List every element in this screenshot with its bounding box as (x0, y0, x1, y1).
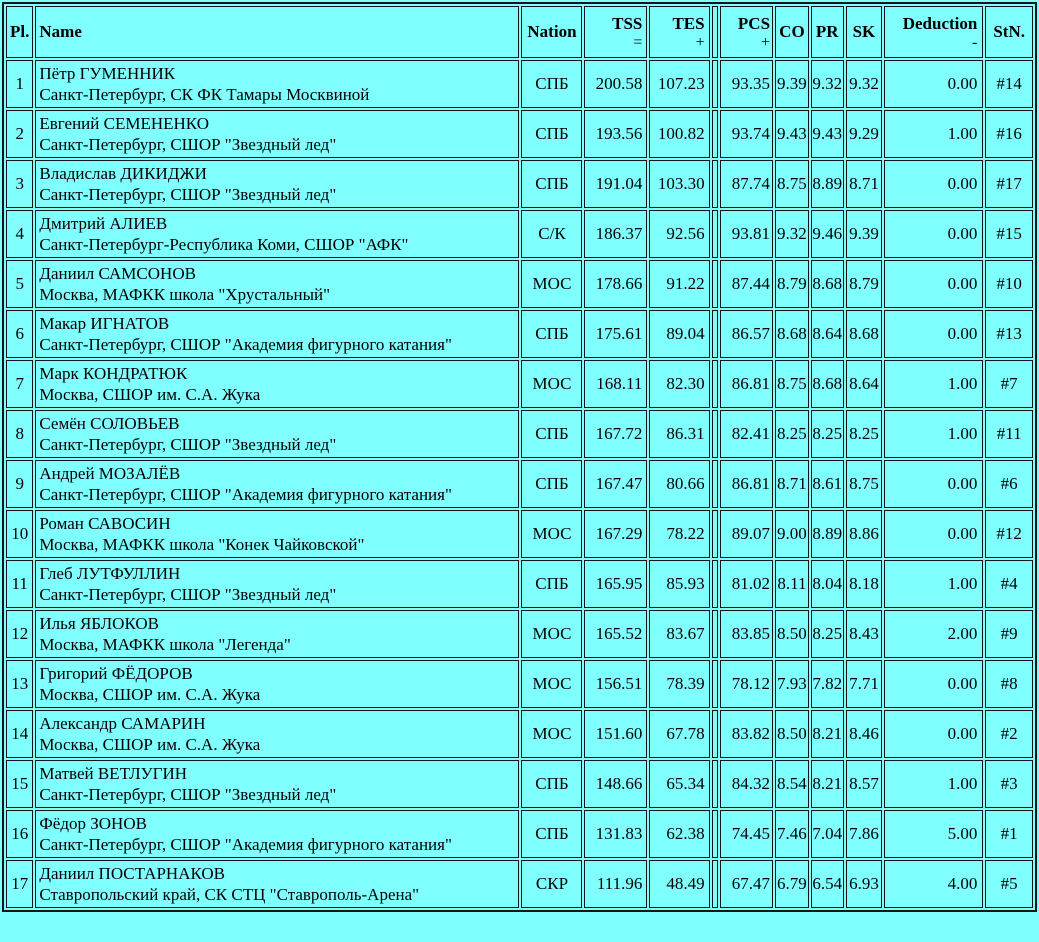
spacer-cell (712, 510, 719, 558)
start-number-cell: #7 (985, 360, 1033, 408)
spacer-cell (712, 460, 719, 508)
co-cell: 8.68 (775, 310, 809, 358)
deduction-cell: 0.00 (884, 710, 983, 758)
pr-cell: 8.89 (811, 510, 844, 558)
sk-cell: 6.93 (846, 860, 883, 908)
pcs-cell: 82.41 (720, 410, 773, 458)
place-cell: 3 (6, 160, 33, 208)
skater-name: Фёдор ЗОНОВ (39, 814, 147, 833)
col-header-pcs-label: PCS (737, 13, 771, 33)
pr-cell: 8.61 (811, 460, 844, 508)
skater-name: Матвей ВЕТЛУГИН (39, 764, 188, 783)
table-row (6, 310, 1033, 358)
co-cell: 6.79 (775, 860, 809, 908)
tss-cell: 175.61 (584, 310, 647, 358)
skater-club: Санкт-Петербург, СШОР "Звездный лед" (39, 185, 337, 204)
name-cell (35, 410, 519, 458)
sk-cell: 8.75 (846, 460, 883, 508)
pcs-cell: 87.44 (720, 260, 773, 308)
pcs-cell: 87.74 (720, 160, 773, 208)
table-row (6, 260, 1033, 308)
table-row (6, 810, 1033, 858)
skater-club: Москва, МАФКК школа "Легенда" (39, 635, 291, 654)
sk-cell: 9.39 (846, 210, 883, 258)
start-number-cell: #13 (985, 310, 1033, 358)
col-header-tes-symbol: + (695, 33, 705, 51)
nation-cell: СПБ (521, 60, 582, 108)
start-number-cell: #5 (985, 860, 1033, 908)
col-header-tes (649, 6, 709, 58)
co-cell: 9.39 (775, 60, 809, 108)
co-cell: 9.43 (775, 110, 809, 158)
col-header-tss-symbol: = (633, 33, 643, 51)
table-row (6, 510, 1033, 558)
skater-club: Москва, МАФКК школа "Хрустальный" (39, 285, 331, 304)
skater-name: Александр САМАРИН (39, 714, 206, 733)
tes-cell: 78.22 (649, 510, 709, 558)
tes-cell: 85.93 (649, 560, 709, 608)
name-cell (35, 710, 519, 758)
spacer-cell (712, 860, 719, 908)
sk-cell: 8.57 (846, 760, 883, 808)
col-header-name-label: Name (39, 22, 82, 41)
nation-cell: МОС (521, 260, 582, 308)
table-row (6, 210, 1033, 258)
skater-name: Семён СОЛОВЬЕВ (39, 414, 180, 433)
start-number-cell: #14 (985, 60, 1033, 108)
tes-cell: 78.39 (649, 660, 709, 708)
pr-cell: 8.04 (811, 560, 844, 608)
deduction-cell: 0.00 (884, 460, 983, 508)
spacer-cell (712, 660, 719, 708)
place-cell: 13 (6, 660, 33, 708)
spacer-cell (712, 210, 719, 258)
nation-cell: СПБ (521, 310, 582, 358)
col-header-tss (584, 6, 647, 58)
skater-club: Санкт-Петербург-Республика Коми, СШОР "АФК" (39, 235, 409, 254)
skater-name: Глеб ЛУТФУЛЛИН (39, 564, 181, 583)
nation-cell: МОС (521, 710, 582, 758)
spacer-cell (712, 760, 719, 808)
name-cell (35, 310, 519, 358)
skater-club: Санкт-Петербург, СШОР "Академия фигурного катания" (39, 485, 452, 504)
spacer-cell (712, 410, 719, 458)
tes-cell: 100.82 (649, 110, 709, 158)
tss-cell: 148.66 (584, 760, 647, 808)
skater-club: Санкт-Петербург, СШОР "Академия фигурного катания" (39, 335, 452, 354)
co-cell: 8.71 (775, 460, 809, 508)
name-cell (35, 360, 519, 408)
table-row (6, 610, 1033, 658)
place-cell: 4 (6, 210, 33, 258)
spacer-cell (712, 110, 719, 158)
pr-cell: 8.68 (811, 360, 844, 408)
results-table (2, 2, 1037, 912)
table-row (6, 460, 1033, 508)
col-header-tss-label: TSS (612, 13, 643, 33)
col-header-start-number (985, 6, 1033, 58)
skater-name: Владислав ДИКИДЖИ (39, 164, 207, 183)
sk-cell: 9.32 (846, 60, 883, 108)
start-number-cell: #10 (985, 260, 1033, 308)
name-cell (35, 660, 519, 708)
spacer-cell (712, 360, 719, 408)
tss-cell: 165.52 (584, 610, 647, 658)
name-cell (35, 460, 519, 508)
nation-cell: СПБ (521, 560, 582, 608)
pcs-cell: 81.02 (720, 560, 773, 608)
name-cell (35, 260, 519, 308)
col-header-pr-label: PR (815, 22, 839, 41)
pcs-cell: 86.57 (720, 310, 773, 358)
deduction-cell: 0.00 (884, 510, 983, 558)
spacer-cell (712, 560, 719, 608)
col-header-nation (521, 6, 582, 58)
skater-name: Андрей МОЗАЛЁВ (39, 464, 181, 483)
spacer-cell (712, 160, 719, 208)
tes-cell: 107.23 (649, 60, 709, 108)
tss-cell: 186.37 (584, 210, 647, 258)
sk-cell: 8.79 (846, 260, 883, 308)
sk-cell: 8.46 (846, 710, 883, 758)
tss-cell: 151.60 (584, 710, 647, 758)
name-cell (35, 810, 519, 858)
tes-cell: 62.38 (649, 810, 709, 858)
co-cell: 8.50 (775, 710, 809, 758)
tes-cell: 82.30 (649, 360, 709, 408)
sk-cell: 7.86 (846, 810, 883, 858)
pr-cell: 8.25 (811, 410, 844, 458)
spacer-cell (712, 260, 719, 308)
nation-cell: МОС (521, 610, 582, 658)
nation-cell: С/К (521, 210, 582, 258)
name-cell (35, 210, 519, 258)
skater-name: Илья ЯБЛОКОВ (39, 614, 159, 633)
deduction-cell: 1.00 (884, 760, 983, 808)
name-cell (35, 510, 519, 558)
co-cell: 7.93 (775, 660, 809, 708)
deduction-cell: 0.00 (884, 260, 983, 308)
start-number-cell: #1 (985, 810, 1033, 858)
col-header-name (35, 6, 519, 58)
name-cell (35, 760, 519, 808)
pr-cell: 8.25 (811, 610, 844, 658)
pr-cell: 8.68 (811, 260, 844, 308)
place-cell: 11 (6, 560, 33, 608)
col-header-deduction-symbol: - (972, 33, 978, 51)
tes-cell: 86.31 (649, 410, 709, 458)
table-row (6, 60, 1033, 108)
col-header-co-label: CO (779, 22, 805, 41)
deduction-cell: 2.00 (884, 610, 983, 658)
header-row (6, 6, 1033, 58)
pr-cell: 9.43 (811, 110, 844, 158)
skater-club: Санкт-Петербург, СШОР "Звездный лед" (39, 785, 337, 804)
place-cell: 16 (6, 810, 33, 858)
results-header (6, 6, 1033, 58)
skater-name: Макар ИГНАТОВ (39, 314, 170, 333)
skater-name: Дмитрий АЛИЕВ (39, 214, 168, 233)
pr-cell: 7.04 (811, 810, 844, 858)
skater-club: Санкт-Петербург, СШОР "Академия фигурного катания" (39, 835, 452, 854)
start-number-cell: #11 (985, 410, 1033, 458)
nation-cell: СПБ (521, 810, 582, 858)
start-number-cell: #4 (985, 560, 1033, 608)
pcs-cell: 78.12 (720, 660, 773, 708)
nation-cell: СПБ (521, 110, 582, 158)
sk-cell: 8.64 (846, 360, 883, 408)
nation-cell: СПБ (521, 760, 582, 808)
sk-cell: 8.68 (846, 310, 883, 358)
pcs-cell: 89.07 (720, 510, 773, 558)
deduction-cell: 0.00 (884, 310, 983, 358)
nation-cell: МОС (521, 510, 582, 558)
start-number-cell: #16 (985, 110, 1033, 158)
tes-cell: 92.56 (649, 210, 709, 258)
pcs-cell: 93.81 (720, 210, 773, 258)
pcs-cell: 93.35 (720, 60, 773, 108)
table-row (6, 360, 1033, 408)
tes-cell: 103.30 (649, 160, 709, 208)
spacer-cell (712, 310, 719, 358)
sk-cell: 8.43 (846, 610, 883, 658)
tes-cell: 48.49 (649, 860, 709, 908)
start-number-cell: #3 (985, 760, 1033, 808)
start-number-cell: #2 (985, 710, 1033, 758)
skater-name: Евгений СЕМЕНЕНКО (39, 114, 209, 133)
name-cell (35, 110, 519, 158)
tss-cell: 156.51 (584, 660, 647, 708)
skater-name: Даниил САМСОНОВ (39, 264, 196, 283)
deduction-cell: 1.00 (884, 110, 983, 158)
skater-club: Санкт-Петербург, СШОР "Звездный лед" (39, 435, 337, 454)
place-cell: 2 (6, 110, 33, 158)
nation-cell: СПБ (521, 160, 582, 208)
spacer-cell (712, 610, 719, 658)
name-cell (35, 160, 519, 208)
place-cell: 12 (6, 610, 33, 658)
co-cell: 8.75 (775, 160, 809, 208)
tes-cell: 89.04 (649, 310, 709, 358)
skater-club: Москва, СШОР им. С.А. Жука (39, 385, 261, 404)
name-cell (35, 560, 519, 608)
col-header-pcs (720, 6, 773, 58)
col-header-spacer (712, 6, 719, 58)
tss-cell: 167.72 (584, 410, 647, 458)
pcs-cell: 86.81 (720, 360, 773, 408)
tss-cell: 111.96 (584, 860, 647, 908)
tss-cell: 168.11 (584, 360, 647, 408)
place-cell: 9 (6, 460, 33, 508)
pcs-cell: 67.47 (720, 860, 773, 908)
tss-cell: 191.04 (584, 160, 647, 208)
sk-cell: 9.29 (846, 110, 883, 158)
tes-cell: 83.67 (649, 610, 709, 658)
col-header-start-number-label: StN. (993, 22, 1025, 41)
sk-cell: 8.86 (846, 510, 883, 558)
col-header-tes-label: TES (672, 13, 705, 33)
nation-cell: СПБ (521, 460, 582, 508)
table-row (6, 410, 1033, 458)
deduction-cell: 4.00 (884, 860, 983, 908)
spacer-cell (712, 60, 719, 108)
deduction-cell: 1.00 (884, 410, 983, 458)
start-number-cell: #15 (985, 210, 1033, 258)
co-cell: 9.00 (775, 510, 809, 558)
pr-cell: 9.32 (811, 60, 844, 108)
place-cell: 7 (6, 360, 33, 408)
place-cell: 8 (6, 410, 33, 458)
nation-cell: СКР (521, 860, 582, 908)
co-cell: 8.54 (775, 760, 809, 808)
tss-cell: 165.95 (584, 560, 647, 608)
skater-club: Санкт-Петербург, СК ФК Тамары Москвиной (39, 85, 370, 104)
tss-cell: 193.56 (584, 110, 647, 158)
skater-name: Григорий ФЁДОРОВ (39, 664, 193, 683)
deduction-cell: 0.00 (884, 660, 983, 708)
pr-cell: 7.82 (811, 660, 844, 708)
sk-cell: 8.71 (846, 160, 883, 208)
start-number-cell: #12 (985, 510, 1033, 558)
place-cell: 10 (6, 510, 33, 558)
skater-name: Пётр ГУМЕННИК (39, 64, 176, 83)
co-cell: 8.50 (775, 610, 809, 658)
pcs-cell: 74.45 (720, 810, 773, 858)
col-header-sk (846, 6, 883, 58)
name-cell (35, 860, 519, 908)
co-cell: 8.25 (775, 410, 809, 458)
tss-cell: 131.83 (584, 810, 647, 858)
deduction-cell: 1.00 (884, 560, 983, 608)
col-header-deduction-label: Deduction (902, 13, 978, 33)
pcs-cell: 84.32 (720, 760, 773, 808)
col-header-pcs-symbol: + (761, 33, 771, 51)
pcs-cell: 83.85 (720, 610, 773, 658)
deduction-cell: 1.00 (884, 360, 983, 408)
skater-name: Роман САВОСИН (39, 514, 171, 533)
place-cell: 15 (6, 760, 33, 808)
skater-club: Санкт-Петербург, СШОР "Звездный лед" (39, 585, 337, 604)
name-cell (35, 60, 519, 108)
pcs-cell: 93.74 (720, 110, 773, 158)
tes-cell: 80.66 (649, 460, 709, 508)
skater-club: Москва, МАФКК школа "Конек Чайковской" (39, 535, 365, 554)
pr-cell: 8.89 (811, 160, 844, 208)
co-cell: 7.46 (775, 810, 809, 858)
table-row (6, 660, 1033, 708)
spacer-cell (712, 710, 719, 758)
skater-club: Москва, СШОР им. С.А. Жука (39, 685, 261, 704)
place-cell: 17 (6, 860, 33, 908)
sk-cell: 7.71 (846, 660, 883, 708)
spacer-cell (712, 810, 719, 858)
col-header-nation-label: Nation (527, 22, 577, 41)
nation-cell: МОС (521, 360, 582, 408)
start-number-cell: #8 (985, 660, 1033, 708)
tss-cell: 200.58 (584, 60, 647, 108)
deduction-cell: 5.00 (884, 810, 983, 858)
tes-cell: 65.34 (649, 760, 709, 808)
pr-cell: 9.46 (811, 210, 844, 258)
tss-cell: 167.47 (584, 460, 647, 508)
deduction-cell: 0.00 (884, 60, 983, 108)
sk-cell: 8.25 (846, 410, 883, 458)
tes-cell: 91.22 (649, 260, 709, 308)
col-header-place-label: Pl. (10, 22, 30, 41)
tes-cell: 67.78 (649, 710, 709, 758)
skater-club: Москва, СШОР им. С.А. Жука (39, 735, 261, 754)
pcs-cell: 83.82 (720, 710, 773, 758)
table-row (6, 560, 1033, 608)
col-header-sk-label: SK (852, 22, 876, 41)
skater-name: Даниил ПОСТАРНАКОВ (39, 864, 225, 883)
col-header-pr (811, 6, 844, 58)
col-header-place (6, 6, 33, 58)
pr-cell: 8.64 (811, 310, 844, 358)
co-cell: 8.79 (775, 260, 809, 308)
start-number-cell: #9 (985, 610, 1033, 658)
table-row (6, 110, 1033, 158)
pcs-cell: 86.81 (720, 460, 773, 508)
col-header-deduction (884, 6, 983, 58)
co-cell: 8.11 (775, 560, 809, 608)
deduction-cell: 0.00 (884, 210, 983, 258)
pr-cell: 8.21 (811, 760, 844, 808)
start-number-cell: #6 (985, 460, 1033, 508)
pr-cell: 8.21 (811, 710, 844, 758)
skater-club: Санкт-Петербург, СШОР "Звездный лед" (39, 135, 337, 154)
start-number-cell: #17 (985, 160, 1033, 208)
table-row (6, 860, 1033, 908)
skater-name: Марк КОНДРАТЮК (39, 364, 188, 383)
place-cell: 6 (6, 310, 33, 358)
skater-club: Ставропольский край, СК СТЦ "Ставрополь-Арена" (39, 885, 420, 904)
table-row (6, 710, 1033, 758)
tss-cell: 167.29 (584, 510, 647, 558)
nation-cell: СПБ (521, 410, 582, 458)
sk-cell: 8.18 (846, 560, 883, 608)
place-cell: 1 (6, 60, 33, 108)
table-row (6, 760, 1033, 808)
co-cell: 8.75 (775, 360, 809, 408)
pr-cell: 6.54 (811, 860, 844, 908)
deduction-cell: 0.00 (884, 160, 983, 208)
place-cell: 5 (6, 260, 33, 308)
results-body (6, 60, 1033, 908)
tss-cell: 178.66 (584, 260, 647, 308)
name-cell (35, 610, 519, 658)
nation-cell: МОС (521, 660, 582, 708)
table-row (6, 160, 1033, 208)
col-header-co (775, 6, 809, 58)
place-cell: 14 (6, 710, 33, 758)
co-cell: 9.32 (775, 210, 809, 258)
